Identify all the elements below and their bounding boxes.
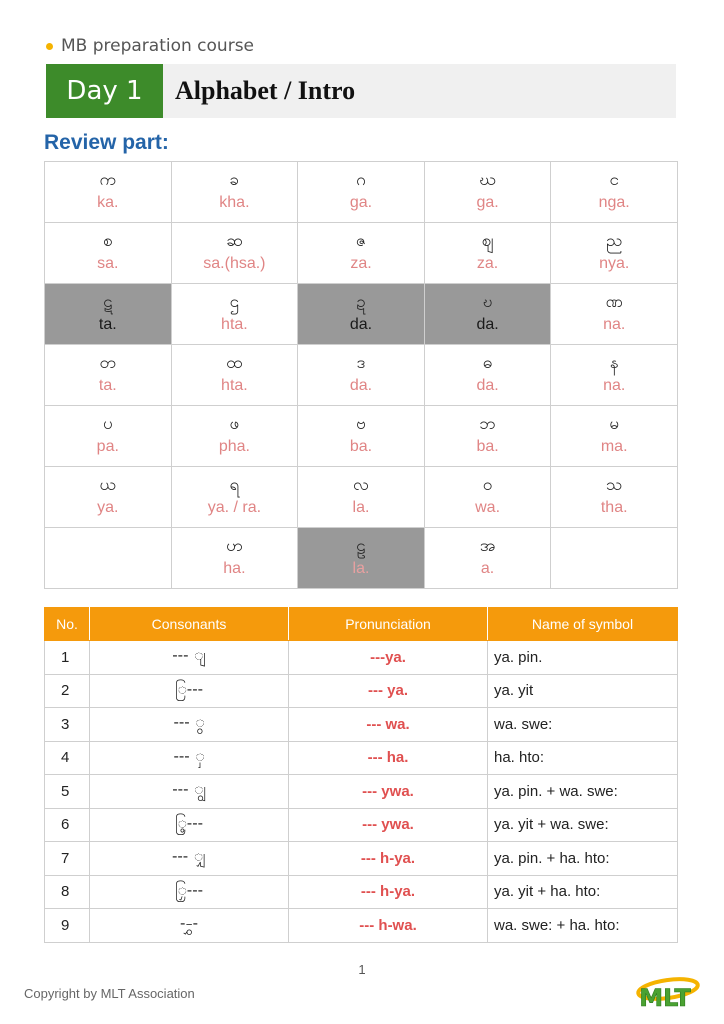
- letter-romanization: da.: [476, 316, 499, 333]
- pronunciation: --- ywa.: [289, 808, 488, 842]
- letter-romanization: ba.: [476, 438, 499, 455]
- alphabet-row: [45, 223, 678, 284]
- letter-romanization: ga.: [476, 194, 499, 211]
- alphabet-row: [45, 467, 678, 528]
- letter-romanization: ta.: [98, 316, 117, 333]
- letter-glyph: ဓ: [482, 353, 493, 373]
- symbol-name: ya. yit + ha. hto:: [488, 875, 678, 909]
- letter-glyph: အ: [479, 536, 496, 556]
- letter-glyph: ဟ: [226, 536, 243, 556]
- letter-cell: [424, 284, 551, 345]
- symbol-name: ya. pin.: [488, 641, 678, 675]
- letter-cell: [298, 223, 425, 284]
- letter-romanization: kha.: [219, 194, 250, 211]
- row-number: 1: [45, 641, 90, 675]
- letter-glyph: ဏ: [605, 292, 623, 312]
- letter-glyph: ထ: [226, 353, 243, 373]
- letter-cell: [551, 162, 678, 223]
- pronunciation: ---ya.: [289, 641, 488, 675]
- letter-glyph: မ: [609, 414, 620, 434]
- letter-glyph: သ: [605, 475, 623, 495]
- letter-romanization: hta.: [221, 316, 248, 333]
- row-number: 2: [45, 674, 90, 708]
- letter-romanization: na.: [603, 316, 626, 333]
- consonant-symbol: --- ှ: [90, 741, 289, 775]
- lesson-title: Alphabet / Intro: [175, 76, 356, 105]
- letter-romanization: nya.: [599, 255, 630, 272]
- header-consonants: Consonants: [90, 608, 289, 641]
- letter-glyph: ယ: [99, 475, 117, 495]
- letter-glyph: တ: [99, 353, 117, 373]
- consonant-symbol: --- ွ: [90, 708, 289, 742]
- alphabet-row: [45, 162, 678, 223]
- letter-cell: [298, 284, 425, 345]
- day-header-bar: [46, 64, 676, 118]
- letter-cell: [551, 223, 678, 284]
- consonant-symbol: --- ျ: [90, 641, 289, 675]
- pronunciation: --- h-wa.: [289, 909, 488, 943]
- letter-cell: [424, 467, 551, 528]
- letter-glyph: ဈ: [481, 231, 494, 251]
- table-row: [45, 775, 678, 809]
- pronunciation: --- h-ya.: [289, 875, 488, 909]
- table-row: [45, 674, 678, 708]
- letter-cell: [45, 406, 172, 467]
- alphabet-row: [45, 406, 678, 467]
- pronunciation: --- wa.: [289, 708, 488, 742]
- letter-cell: [45, 528, 172, 589]
- letter-romanization: pha.: [218, 438, 250, 455]
- letter-romanization: ma.: [600, 438, 628, 455]
- alphabet-table: [44, 161, 678, 589]
- letter-cell: [551, 284, 678, 345]
- letter-cell: [171, 162, 298, 223]
- alphabet-row: [45, 284, 678, 345]
- row-number: 9: [45, 909, 90, 943]
- symbol-name: wa. swe:: [488, 708, 678, 742]
- letter-cell: [171, 467, 298, 528]
- alphabet-row: [45, 345, 678, 406]
- symbol-name: ya. pin. + wa. swe:: [488, 775, 678, 809]
- pronunciation: --- ha.: [289, 741, 488, 775]
- letter-glyph: န: [609, 353, 619, 373]
- letter-cell: [171, 345, 298, 406]
- row-number: 4: [45, 741, 90, 775]
- letter-romanization: nga.: [598, 194, 630, 211]
- letter-cell: [424, 345, 551, 406]
- symbol-name: wa. swe: + ha. hto:: [488, 909, 678, 943]
- letter-cell: [171, 406, 298, 467]
- letter-cell: [298, 528, 425, 589]
- letter-glyph: ဒ: [356, 353, 366, 373]
- letter-cell: [171, 223, 298, 284]
- pronunciation: --- ya.: [289, 674, 488, 708]
- letter-glyph: င: [609, 170, 619, 190]
- letter-romanization: wa.: [475, 499, 501, 516]
- letter-cell: [298, 162, 425, 223]
- letter-romanization: da.: [349, 377, 373, 394]
- letter-cell: [424, 528, 551, 589]
- consonant-symbol: ြှ---: [90, 875, 289, 909]
- symbol-name: ya. yit: [488, 674, 678, 708]
- letter-cell: [298, 406, 425, 467]
- letter-glyph: ရ: [229, 475, 240, 495]
- letter-cell: [424, 406, 551, 467]
- table-row: [45, 641, 678, 675]
- letter-cell: [551, 467, 678, 528]
- pronunciation: --- ywa.: [289, 775, 488, 809]
- letter-glyph: ခ: [229, 170, 240, 190]
- copyright-text: Copyright by MLT Association: [24, 986, 195, 1001]
- letter-glyph: ဠ: [356, 536, 366, 556]
- letter-cell: [551, 345, 678, 406]
- letter-glyph: စ: [103, 231, 113, 251]
- symbol-name: ya. pin. + ha. hto:: [488, 842, 678, 876]
- letter-romanization: a.: [480, 560, 495, 577]
- letter-glyph: ဍ: [356, 292, 366, 312]
- letter-glyph: ဂ: [356, 170, 366, 190]
- letter-cell: [551, 406, 678, 467]
- consonant-symbol: ြွ---: [90, 808, 289, 842]
- letter-glyph: ဋ: [103, 292, 113, 312]
- letter-romanization: da.: [349, 316, 373, 333]
- table-row: [45, 842, 678, 876]
- table-row: [45, 909, 678, 943]
- table-row: [45, 875, 678, 909]
- letter-cell: [171, 528, 298, 589]
- letter-glyph: ပ: [102, 414, 113, 434]
- row-number: 8: [45, 875, 90, 909]
- consonant-symbol: --- ျှ: [90, 842, 289, 876]
- table-row: [45, 708, 678, 742]
- letter-romanization: ta.: [98, 377, 117, 394]
- letter-romanization: za.: [350, 255, 372, 272]
- letter-cell: [298, 467, 425, 528]
- review-heading: Review part:: [44, 131, 169, 154]
- header-name-of-symbol: Name of symbol: [488, 608, 678, 641]
- symbol-name: ha. hto:: [488, 741, 678, 775]
- letter-romanization: ba.: [349, 438, 373, 455]
- letter-romanization: la.: [352, 560, 370, 577]
- letter-romanization: ka.: [97, 194, 119, 211]
- letter-romanization: na.: [603, 377, 626, 394]
- mlt-logo-icon: [628, 972, 702, 1016]
- row-number: 6: [45, 808, 90, 842]
- table-row: [45, 808, 678, 842]
- letter-cell: [424, 162, 551, 223]
- table-row: [45, 741, 678, 775]
- course-label: [46, 36, 254, 56]
- letter-glyph: က: [99, 170, 117, 190]
- course-name: MB preparation course: [61, 36, 255, 56]
- pronunciation: --- h-ya.: [289, 842, 488, 876]
- consonant-symbol: --ွှ-: [90, 909, 289, 943]
- row-number: 5: [45, 775, 90, 809]
- row-number: 7: [45, 842, 90, 876]
- letter-cell: [45, 223, 172, 284]
- logo-text: MLT: [639, 984, 691, 1012]
- letter-glyph: ဘ: [479, 414, 496, 434]
- letter-cell: [45, 162, 172, 223]
- letter-glyph: ဆ: [226, 231, 243, 251]
- letter-romanization: sa.(hsa.): [203, 255, 266, 272]
- letter-romanization: tha.: [600, 499, 628, 516]
- letter-glyph: ဇ: [355, 231, 367, 251]
- letter-cell: [171, 284, 298, 345]
- symbol-name: ya. yit + wa. swe:: [488, 808, 678, 842]
- letter-romanization: za.: [476, 255, 499, 272]
- letter-romanization: ya. / ra.: [207, 499, 262, 516]
- letter-glyph: ဎ: [482, 292, 493, 312]
- letter-cell: [424, 223, 551, 284]
- letter-romanization: la.: [352, 499, 370, 516]
- letter-cell: [551, 528, 678, 589]
- letter-romanization: hta.: [221, 377, 248, 394]
- day-badge: Day 1: [46, 64, 163, 118]
- consonants-header-row: [45, 608, 678, 641]
- page-number: 1: [358, 962, 366, 977]
- letter-glyph: ဗ: [356, 414, 366, 434]
- letter-romanization: pa.: [96, 438, 119, 455]
- letter-glyph: ည: [605, 231, 623, 251]
- header-no: No.: [45, 608, 90, 641]
- alphabet-row: [45, 528, 678, 589]
- consonants-table: [44, 607, 678, 943]
- letter-cell: [298, 345, 425, 406]
- letter-glyph: ဌ: [229, 292, 240, 312]
- letter-romanization: ga.: [349, 194, 373, 211]
- consonant-symbol: ြ---: [90, 674, 289, 708]
- letter-glyph: လ: [353, 475, 369, 495]
- consonant-symbol: --- ျွ: [90, 775, 289, 809]
- letter-cell: [45, 284, 172, 345]
- row-number: 3: [45, 708, 90, 742]
- letter-glyph: ဖ: [229, 414, 240, 434]
- letter-romanization: da.: [476, 377, 499, 394]
- letter-romanization: sa.: [97, 255, 119, 272]
- letter-romanization: ha.: [223, 560, 246, 577]
- letter-romanization: ya.: [97, 499, 119, 516]
- letter-cell: [45, 345, 172, 406]
- bullet-dot-icon: [46, 43, 53, 50]
- letter-glyph: ဃ: [479, 170, 496, 190]
- header-pronunciation: Pronunciation: [289, 608, 488, 641]
- letter-cell: [45, 467, 172, 528]
- letter-glyph: ဝ: [482, 475, 493, 495]
